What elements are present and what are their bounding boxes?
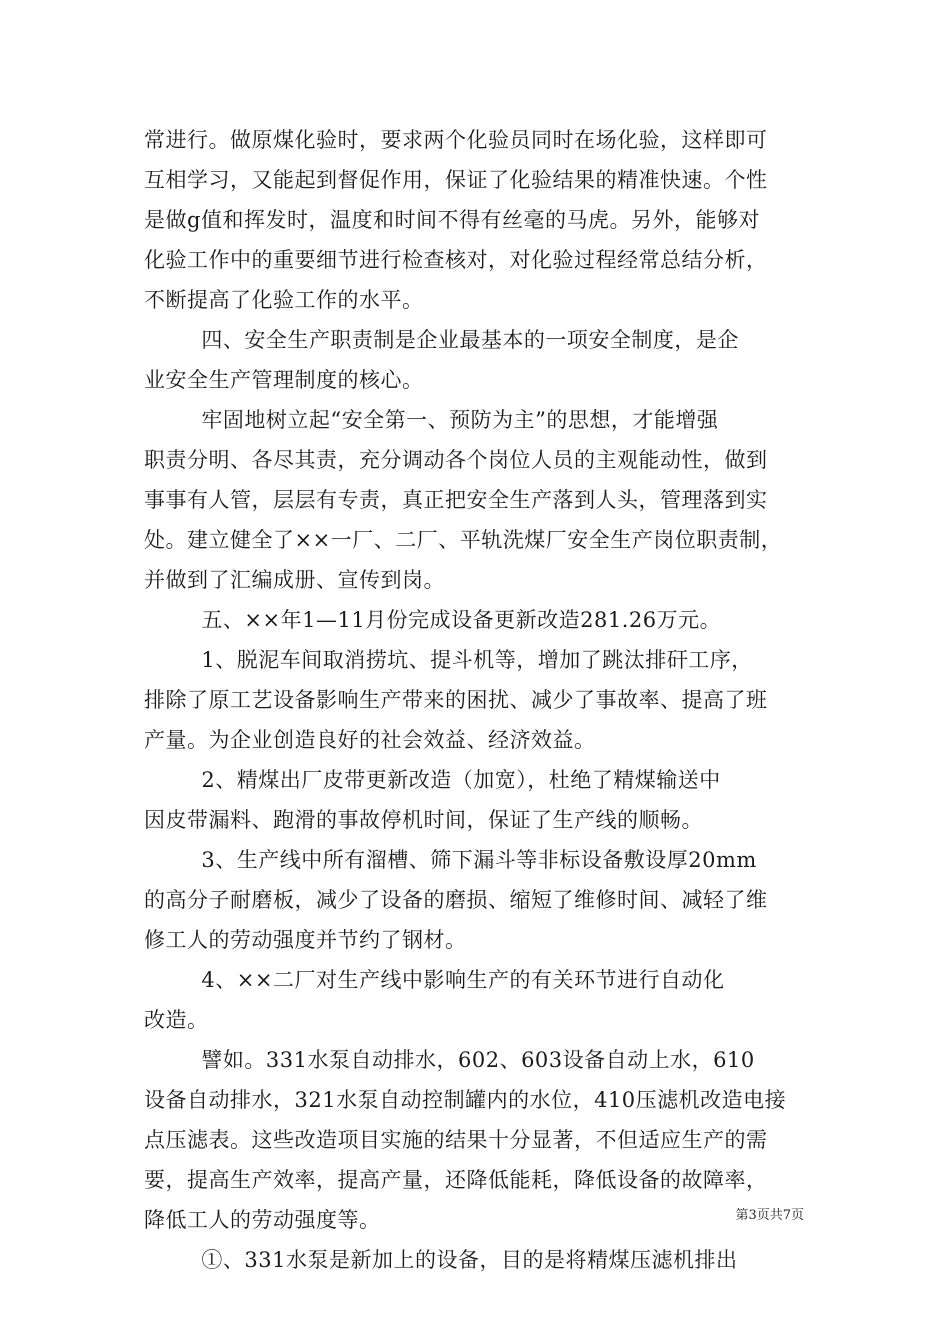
text-line: 改造。 (144, 1008, 209, 1032)
document-body (144, 120, 824, 1280)
text-line: 4、××二厂对生产线中影响生产的有关环节进行自动化 (144, 968, 725, 992)
text-line: 譬如。331水泵自动排水，602、603设备自动上水，610 (144, 1048, 755, 1072)
text-line: 点压滤表。这些改造项目实施的结果十分显著，不但适应生产的需 (144, 1128, 768, 1152)
text-line: 因皮带漏料、跑滑的事故停机时间，保证了生产线的顺畅。 (144, 808, 703, 832)
text-line: 业安全生产管理制度的核心。 (144, 368, 424, 392)
text-line: 的高分子耐磨板，减少了设备的磨损、缩短了维修时间、减轻了维 (144, 888, 768, 912)
text-line: 互相学习，又能起到督促作用，保证了化验结果的精准快速。个性 (144, 168, 768, 192)
text-line: ①、331水泵是新加上的设备，目的是将精煤压滤机排出 (144, 1248, 738, 1272)
text-line: 牢固地树立起“安全第一、预防为主”的思想，才能增强 (144, 408, 719, 432)
text-line: 产量。为企业创造良好的社会效益、经济效益。 (144, 728, 596, 752)
text-line: 1、脱泥车间取消捞坑、提斗机等，增加了跳汰排矸工序， (144, 648, 753, 672)
text-line: 职责分明、各尽其责，充分调动各个岗位人员的主观能动性，做到 (144, 448, 768, 472)
text-line: 化验工作中的重要细节进行检查核对，对化验过程经常总结分析， (144, 248, 768, 272)
text-line: 要，提高生产效率，提高产量，还降低能耗，降低设备的故障率， (144, 1168, 768, 1192)
text-line: 降低工人的劳动强度等。 (144, 1208, 381, 1232)
text-line: 修工人的劳动强度并节约了钢材。 (144, 928, 467, 952)
text-line: 四、安全生产职责制是企业最基本的一项安全制度，是企 (144, 328, 739, 352)
page-number: 第3页共7页 (735, 1208, 804, 1223)
text-line: 处。建立健全了××一厂、二厂、平轨洗煤厂安全生产岗位职责制， (144, 528, 783, 552)
text-line: 常进行。做原煤化验时，要求两个化验员同时在场化验，这样即可 (144, 128, 768, 152)
text-line: 并做到了汇编成册、宣传到岗。 (144, 568, 445, 592)
text-line: 2、精煤出厂皮带更新改造（加宽），杜绝了精煤输送中 (144, 768, 721, 792)
text-line: 是做g值和挥发时，温度和时间不得有丝毫的马虎。另外，能够对 (144, 208, 760, 232)
text-line: 排除了原工艺设备影响生产带来的困扰、减少了事故率、提高了班 (144, 688, 768, 712)
text-line: 3、生产线中所有溜槽、筛下漏斗等非标设备敷设厚20mm (144, 848, 757, 872)
text-line: 设备自动排水，321水泵自动控制罐内的水位，410压滤机改造电接 (144, 1088, 787, 1112)
text-line: 不断提高了化验工作的水平。 (144, 288, 424, 312)
text-line: 五、××年1—11月份完成设备更新改造281.26万元。 (144, 608, 722, 632)
text-line: 事事有人管，层层有专责，真正把安全生产落到人头，管理落到实 (144, 488, 768, 512)
